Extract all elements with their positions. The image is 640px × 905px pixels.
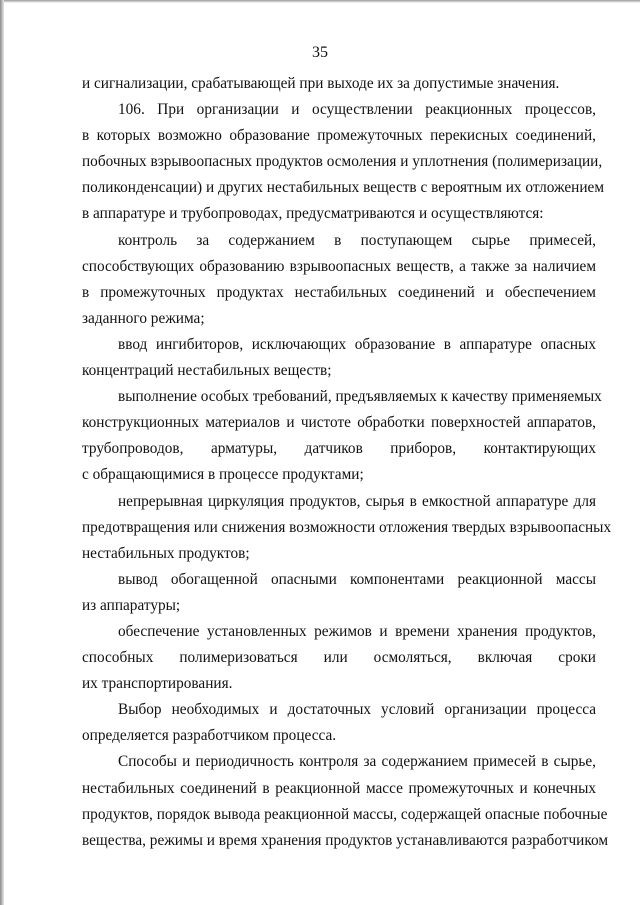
text-line: в промежуточных продуктах нестабильных соединений и обеспечением — [82, 283, 596, 301]
document-body — [82, 71, 612, 854]
text-line: Способы и периодичность контроля за содержанием примесей в сырье, — [118, 753, 596, 771]
text-line: с обращающимися в процессе продуктами; — [82, 466, 364, 484]
text-line: из аппаратуры; — [82, 596, 181, 614]
text-line: Выбор необходимых и достаточных условий организации процесса — [118, 701, 596, 719]
scan-edge-top — [0, 0, 640, 3]
text-line: непрерывная циркуляция продуктов, сырья в емкостной аппаратуре для — [118, 492, 596, 510]
text-line: поликонденсации) и других нестабильных веществ с вероятным их отложением — [82, 179, 605, 197]
text-line: заданного режима; — [82, 309, 205, 327]
text-line: нестабильных продуктов; — [82, 544, 250, 562]
text-line: способствующих образованию взрывоопасных веществ, а также за наличием — [82, 257, 596, 275]
text-line: трубопроводов, арматуры, датчиков приборов, контактирующих — [82, 440, 596, 458]
text-line: нестабильных соединений в реакционной массе промежуточных и конечных — [82, 779, 596, 797]
text-line: способных полимеризоваться или осмоляться, включая сроки — [82, 649, 596, 667]
text-line: предотвращения или снижения возможности отложения твердых взрывоопасных — [82, 518, 612, 536]
text-line: ввод ингибиторов, исключающих образование в аппаратуре опасных — [118, 335, 596, 353]
scan-edge-left — [0, 0, 4, 905]
text-line: контроль за содержанием в поступающем сырье примесей, — [118, 231, 596, 249]
text-line: 106. При организации и осуществлении реакционных процессов, — [118, 101, 596, 119]
text-line: определяется разработчиком процесса. — [82, 727, 337, 745]
text-line: обеспечение установленных режимов и времени хранения продуктов, — [118, 622, 596, 640]
text-line: вывод обогащенной опасными компонентами реакционной массы — [118, 570, 596, 588]
text-line: продуктов, порядок вывода реакционной массы, содержащей опасные побочные — [82, 805, 608, 823]
page-number: 35 — [312, 44, 328, 61]
text-line: и сигнализации, срабатывающей при выходе их за допустимые значения. — [82, 75, 560, 92]
text-line: выполнение особых требований, предъявляемых к качеству применяемых — [118, 388, 602, 406]
text-line: в которых возможно образование промежуточных перекисных соединений, — [82, 127, 596, 145]
text-line: концентраций нестабильных веществ; — [82, 362, 332, 380]
text-line: конструкционных материалов и чистоте обработки поверхностей аппаратов, — [82, 414, 596, 432]
text-line: побочных взрывоопасных продуктов осмоления и уплотнения (полимеризации, — [82, 153, 603, 171]
text-line: их транспортирования. — [82, 675, 233, 693]
text-line: в аппаратуре и трубопроводах, предусматриваются и осуществляются: — [82, 205, 544, 223]
text-line: вещества, режимы и время хранения продуктов устанавливаются разработчиком — [82, 831, 609, 849]
